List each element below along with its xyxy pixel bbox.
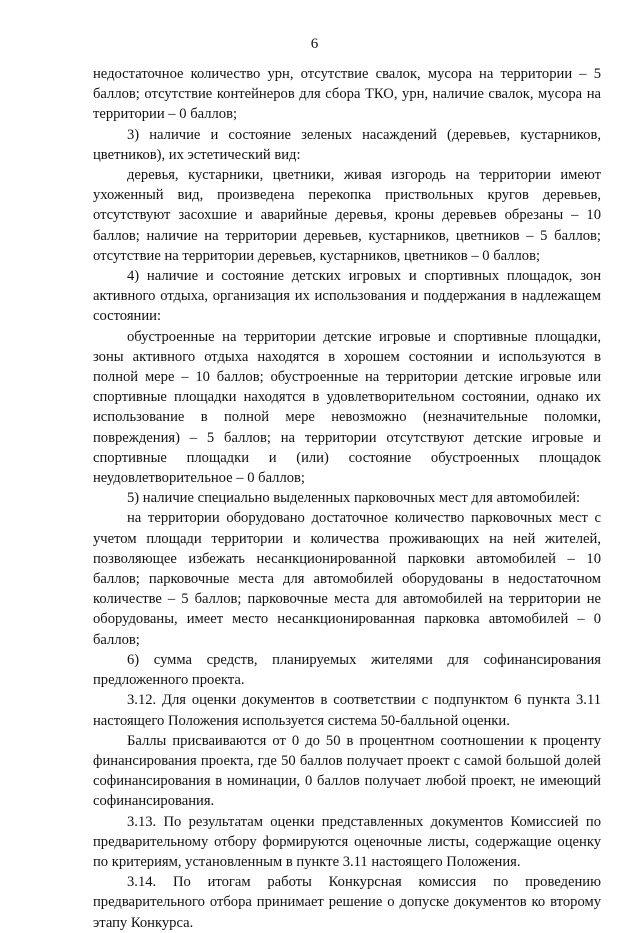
paragraph-greenery-scoring: деревья, кустарники, цветники, живая изгородь на территории имеют ухоженный вид, произведена перекопка приствольных кругов деревьев, отсутствуют засохшие и аварийные деревья, кроны деревьев обрезаны – 10 баллов; наличие на территории деревьев, кустарников, цветников – 5 баллов; отсутствие на территории деревьев, кустарников, цветников – 0 баллов; bbox=[93, 167, 601, 264]
page-number: 6 bbox=[310, 36, 319, 52]
paragraph-criterion-4: 4) наличие и состояние детских игровых и спортивных площадок, зон активного отдыха, организация их использования и поддержания в надлежащем состоянии: bbox=[93, 268, 601, 325]
paragraph-points: Баллы присваиваются от 0 до 50 в процентном соотношении к проценту финансирования проекта, где 50 баллов получает проект с самой большой долей софинансирования в номинации, 0 баллов получает любой проект, не имеющий софинансирования. bbox=[93, 732, 601, 810]
paragraph-criterion-3: 3) наличие и состояние зеленых насаждений (деревьев, кустарников, цветников), их эстетический вид: bbox=[93, 126, 601, 163]
paragraph-playgrounds-scoring: обустроенные на территории детские игровые и спортивные площадки, зоны активного отдыха находятся в хорошем состоянии и используются в полной мере – 10 баллов; обустроенные на территории детские игровые или спортивные площадки находятся в удовлетворительном состоянии, однако их использование в полной мере невозможно (незначительные поломки, повреждения) – 5 баллов; на территории отсутствуют детские игровые и спортивные площадки и (или) состояние обустроенных площадок неудовлетворительное – 0 баллов; bbox=[93, 328, 601, 487]
paragraph-criterion-5: 5) наличие специально выделенных парковочных мест для автомобилей: bbox=[127, 490, 581, 507]
paragraph-parking-scoring: на территории оборудовано достаточное количество парковочных мест с учетом площади территории и количества проживающих на ней жителей, позволяющее избежать несанкционированной парковки автомобилей – 10 баллов; парковочные места для автомобилей оборудованы в недостаточном количестве – 5 баллов; парковочные места для автомобилей на территории не оборудованы, имеет место несанкционированная парковка автомобилей – 0 баллов; bbox=[93, 510, 601, 648]
paragraph-3-12: 3.12. Для оценки документов в соответствии с подпунктом 6 пункта 3.11 настоящего Положения используется система 50-балльной оценки. bbox=[93, 692, 601, 729]
paragraph-3-13: 3.13. По результатам оценки представленных документов Комиссией по предварительному отбору формируются оценочные листы, содержащие оценку по критериям, установленным в пункте 3.11 настоящего Положения. bbox=[93, 813, 601, 870]
document-body bbox=[93, 64, 601, 933]
paragraph-3-14: 3.14. По итогам работы Конкурсная комиссия по проведению предварительного отбора принимает решение о допуске документов ко второму этапу Конкурса. bbox=[93, 874, 601, 931]
paragraph-litter: недостаточное количество урн, отсутствие свалок, мусора на территории – 5 баллов; отсутствие контейнеров для сбора ТКО, урн, наличие свалок, мусора на территории – 0 баллов; bbox=[93, 66, 601, 123]
paragraph-criterion-6: 6) сумма средств, планируемых жителями для софинансирования предложенного проекта. bbox=[93, 651, 601, 689]
